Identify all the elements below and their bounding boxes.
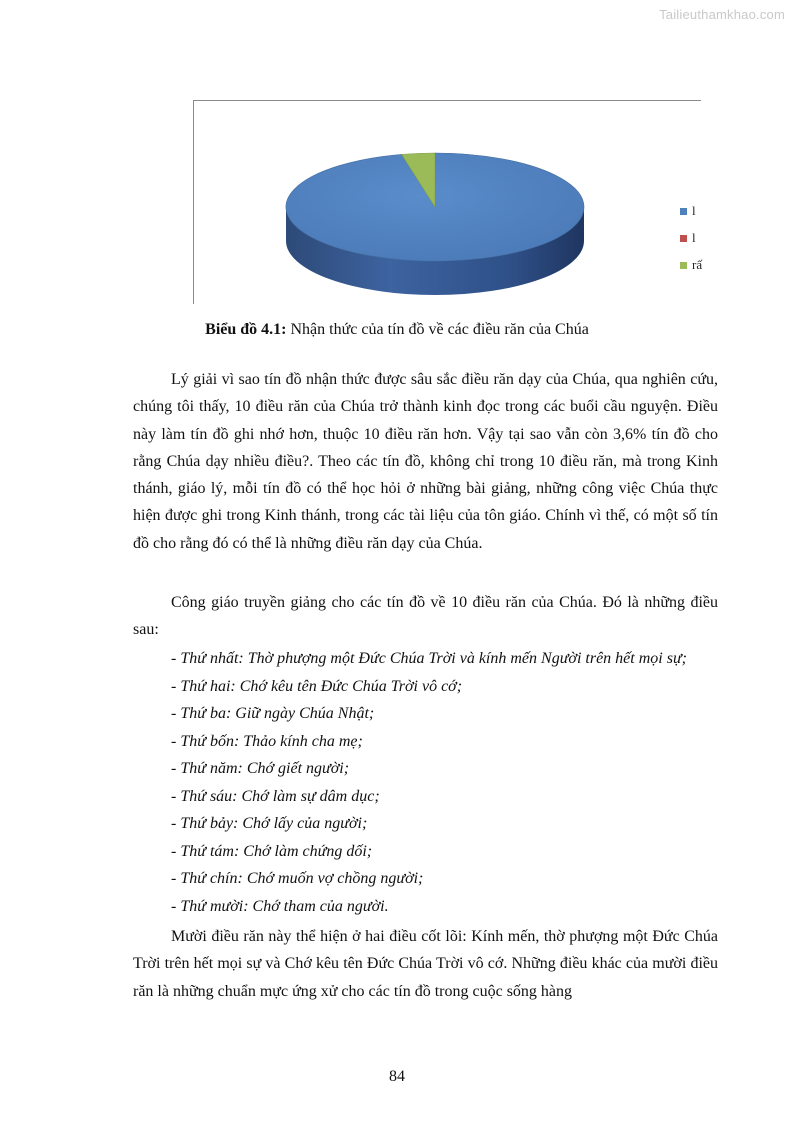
list-item: - Thứ chín: Chớ muốn vợ chồng người; <box>171 870 424 887</box>
legend-swatch-1 <box>680 208 687 215</box>
list-item: - Thứ bảy: Chớ lấy của người; <box>171 815 368 832</box>
list-item: - Thứ năm: Chớ giết người; <box>171 760 350 777</box>
paragraph-3: Mười điều răn này thể hiện ở hai điều cốt lõi: Kính mến, thờ phượng một Đức Chúa Trời trên hết mọi sự và Chớ kêu tên Đức Chúa Trời vô cớ. Những điều khác của mười điều răn là những chuẩn mực ứng xử cho các tín đồ trong cuộc sống hàng <box>133 928 718 1000</box>
paragraph-1: Lý giải vì sao tín đồ nhận thức được sâu sắc điều răn dạy của Chúa, qua nghiên cứu, chúng tôi thấy, 10 điều răn của Chúa trở thành kinh đọc trong các buổi cầu nguyện. Điều này làm tín đồ ghi nhớ hơn, thuộc 10 điều răn hơn. Vậy tại sao vẫn còn 3,6% tín đồ cho rằng Chúa dạy nhiều điều?. Theo các tín đồ, không chỉ trong 10 điều răn, mà trong Kinh thánh, giáo lý, mỗi tín đồ có thể học hỏi ở những bài giảng, những công việc Chúa thực hiện được ghi trong Kinh thánh, trong các tài liệu của tôn giáo. Chính vì thế, có một số tín đồ cho rằng đó có thể là những điều răn dạy của Chúa. <box>133 371 718 552</box>
list-item: - Thứ bốn: Thảo kính cha mẹ; <box>171 732 363 750</box>
commandments-list <box>171 645 731 920</box>
page-number: 84 <box>389 1068 405 1085</box>
watermark: Tailieuthamkhao.com <box>659 7 785 22</box>
list-item: - Thứ ba: Giữ ngày Chúa Nhật; <box>171 705 375 722</box>
pie-chart-svg <box>193 100 701 304</box>
list-item: - Thứ sáu: Chớ làm sự dâm dục; <box>171 787 380 805</box>
list-item: - Thứ hai: Chớ kêu tên Đức Chúa Trời vô cớ; <box>171 677 463 695</box>
legend-swatch-3 <box>680 262 687 269</box>
chart-caption <box>0 321 794 339</box>
legend-label-1: l <box>692 203 696 218</box>
paragraph-2: Công giáo truyền giảng cho các tín đồ về 10 điều răn của Chúa. Đó là những điều sau: <box>133 594 718 639</box>
caption-text: Nhận thức của tín đồ về các điều răn của Chúa <box>286 321 589 338</box>
caption-label: Biểu đồ 4.1: <box>205 321 287 338</box>
list-item: - Thứ mười: Chớ tham của người. <box>171 897 389 915</box>
legend-swatch-2 <box>680 235 687 242</box>
pie-chart <box>193 100 701 304</box>
list-item: - Thứ nhất: Thờ phượng một Đức Chúa Trời và kính mến Người trên hết mọi sự; <box>171 650 687 667</box>
legend-label-3: rấ <box>692 257 703 272</box>
legend-label-2: l <box>692 230 696 245</box>
list-item: - Thứ tám: Chớ làm chứng dối; <box>171 842 373 860</box>
